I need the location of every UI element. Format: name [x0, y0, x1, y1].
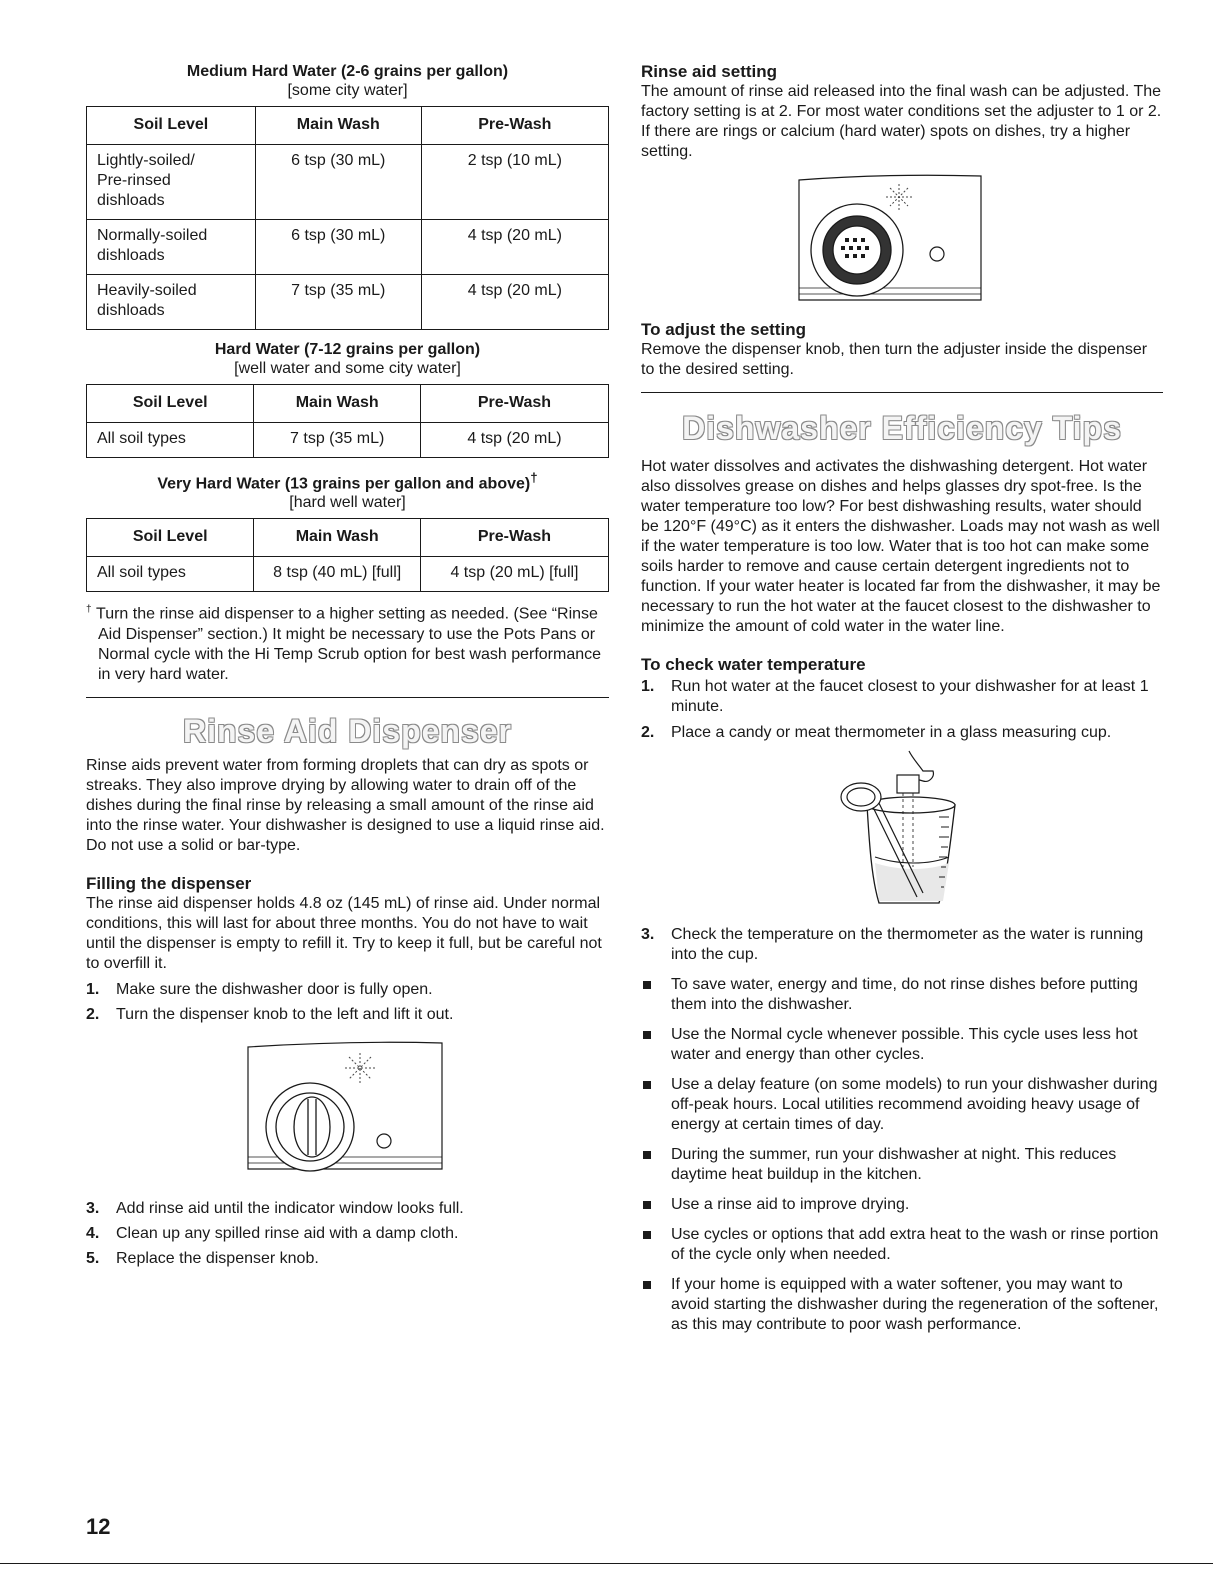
- table-header-row: [87, 107, 609, 145]
- cell-main-wash: 7 tsp (35 mL): [254, 423, 421, 458]
- bullet-square-icon: [643, 1231, 651, 1239]
- step-text: Make sure the dishwasher door is fully open.: [116, 980, 433, 998]
- footnote: [86, 600, 609, 684]
- step-text: Turn the dispenser knob to the left and lift it out.: [116, 1005, 454, 1023]
- table-subtitle: [some city water]: [287, 82, 408, 99]
- cell-pre-wash: 4 tsp (20 mL): [421, 275, 608, 330]
- bullet-square-icon: [643, 1281, 651, 1289]
- filling-steps: [86, 980, 609, 1025]
- section-divider: [86, 697, 609, 698]
- cell-main-wash: 6 tsp (30 mL): [255, 145, 421, 220]
- refill-steps: [86, 1199, 609, 1269]
- dispenser-knob-illustration: [230, 1039, 460, 1179]
- step-number: 3.: [86, 1199, 100, 1217]
- step-number: 1.: [86, 980, 100, 998]
- check-temp-heading: To check water temperature: [641, 655, 866, 674]
- list-item: [641, 723, 1163, 743]
- adjust-heading: To adjust the setting: [641, 320, 806, 339]
- bullet-square-icon: [643, 1201, 651, 1209]
- table-subtitle: [hard well water]: [289, 494, 406, 512]
- table-subtitle: [well water and some city water]: [234, 360, 461, 377]
- footnote-mark: †: [86, 604, 92, 616]
- list-item: [641, 925, 1163, 965]
- step-number: 5.: [86, 1249, 100, 1267]
- header-pre-wash: Pre-Wash: [420, 519, 608, 557]
- tip-text: If your home is equipped with a water softener, you may want to avoid starting the dishwasher during the regeneration of the softener, as this may contribute to poor wash performance.: [671, 1276, 1159, 1333]
- header-main-wash: Main Wash: [254, 385, 421, 423]
- filling-text: The rinse aid dispenser holds 4.8 oz (145 mL) of rinse aid. Under normal conditions, this will last for about three months. You do not have to wait until the dispenser is empty to refill it. Try to keep it full, but be careful not to overfill it.: [86, 894, 602, 972]
- list-item: [641, 1075, 1163, 1135]
- header-soil-level: Soil Level: [87, 519, 254, 557]
- table-title: Hard Water (7-12 grains per gallon): [214, 341, 481, 358]
- bottom-rule: [0, 1563, 1213, 1564]
- cell-pre-wash: 4 tsp (20 mL): [420, 423, 608, 458]
- step-text: Check the temperature on the thermometer as the water is running into the cup.: [671, 926, 1144, 963]
- right-column: [641, 62, 1163, 1335]
- list-item: [641, 1145, 1163, 1185]
- measuring-cup-thermometer-illustration: [839, 747, 979, 913]
- header-main-wash: Main Wash: [255, 107, 421, 145]
- table-medium-hard-water: [86, 106, 609, 330]
- tip-text: Use a delay feature (on some models) to run your dishwasher during off-peak hours. Local utilities recommend avoiding heavy usage of energy at certain times of day.: [671, 1076, 1158, 1133]
- cell-soil-level: Heavily-soiled dishloads: [87, 275, 256, 330]
- dagger-mark: †: [530, 470, 538, 485]
- table-row: [87, 220, 609, 275]
- list-item: [641, 1025, 1163, 1065]
- step-text: Add rinse aid until the indicator window looks full.: [116, 1199, 464, 1217]
- table-header-row: [87, 385, 609, 423]
- check-temp-steps: [641, 677, 1163, 743]
- table-hard-title: [86, 340, 609, 378]
- page-number: 12: [86, 1514, 111, 1539]
- header-pre-wash: Pre-Wash: [420, 385, 608, 423]
- dispenser-adjuster-illustration: [781, 170, 1001, 306]
- step-text: Replace the dispenser knob.: [116, 1249, 319, 1267]
- cell-pre-wash: 4 tsp (20 mL): [421, 220, 608, 275]
- step-text: Place a candy or meat thermometer in a glass measuring cup.: [671, 724, 1112, 741]
- efficiency-tips-list: [641, 975, 1163, 1335]
- cell-soil-level: All soil types: [87, 423, 254, 458]
- step-text: Run hot water at the faucet closest to your dishwasher for at least 1 minute.: [671, 678, 1149, 715]
- list-item: [86, 1224, 609, 1244]
- cell-soil-level: Normally-soiled dishloads: [87, 220, 256, 275]
- table-row: [87, 145, 609, 220]
- bullet-square-icon: [643, 1031, 651, 1039]
- tip-text: Use cycles or options that add extra heat to the wash or rinse portion of the cycle only when needed.: [671, 1226, 1159, 1263]
- left-column: [86, 62, 609, 1269]
- step-number: 4.: [86, 1224, 100, 1242]
- table-title: Very Hard Water (13 grains per gallon and above): [157, 475, 531, 493]
- cell-main-wash: 8 tsp (40 mL) [full]: [254, 557, 421, 592]
- table-title: Medium Hard Water (2-6 grains per gallon): [186, 63, 509, 80]
- table-very-hard-title: [86, 468, 609, 512]
- list-item: [86, 1249, 609, 1269]
- rinse-setting-text: The amount of rinse aid released into the final wash can be adjusted. The factory setting is at 2. For most water conditions set the adjuster to 1 or 2. If there are rings or calcium (hard water) spots on dishes, try a higher setting.: [641, 83, 1162, 160]
- table-very-hard-water: [86, 518, 609, 592]
- cell-pre-wash: 2 tsp (10 mL): [421, 145, 608, 220]
- cell-pre-wash: 4 tsp (20 mL) [full]: [420, 557, 608, 592]
- list-item: [641, 975, 1163, 1015]
- tip-text: During the summer, run your dishwasher at night. This reduces daytime heat buildup in the kitchen.: [671, 1146, 1117, 1183]
- table-row: [87, 557, 609, 592]
- step-number: 2.: [641, 724, 655, 741]
- efficiency-section-title: Dishwasher Efficiency Tips: [682, 410, 1122, 446]
- header-soil-level: Soil Level: [87, 107, 256, 145]
- step-number: 3.: [641, 926, 655, 943]
- cell-main-wash: 7 tsp (35 mL): [255, 275, 421, 330]
- cell-soil-level: All soil types: [87, 557, 254, 592]
- table-hard-water: [86, 384, 609, 458]
- header-soil-level: Soil Level: [87, 385, 254, 423]
- cell-main-wash: 6 tsp (30 mL): [255, 220, 421, 275]
- filling-heading: Filling the dispenser: [86, 873, 252, 893]
- list-item: [641, 1225, 1163, 1265]
- tip-text: Use a rinse aid to improve drying.: [671, 1196, 910, 1213]
- header-pre-wash: Pre-Wash: [421, 107, 608, 145]
- list-item: [86, 980, 609, 1000]
- tip-text: Use the Normal cycle whenever possible. This cycle uses less hot water and energy than other cycles.: [671, 1026, 1138, 1063]
- check-temp-steps-continued: [641, 925, 1163, 965]
- bullet-square-icon: [643, 1081, 651, 1089]
- rinse-setting-heading: Rinse aid setting: [641, 62, 778, 81]
- rinse-aid-intro: Rinse aids prevent water from forming droplets that can dry as spots or streaks. They also improve drying by allowing water to drain off of the dishes during the final rinse by releasing a small amount of the rinse aid into the rinse water. Your dishwasher is designed to use a liquid rinse aid. Do not use a solid or bar-type.: [86, 756, 605, 854]
- footnote-text: Turn the rinse aid dispenser to a higher setting as needed. (See “Rinse Aid Dispenser” section.) It might be necessary to use the Pots Pans or Normal cycle with the Hi Temp Scrub option for best wash performance in very hard water.: [96, 605, 602, 683]
- list-item: [86, 1005, 609, 1025]
- section-divider: [641, 392, 1163, 393]
- list-item: [641, 1195, 1163, 1215]
- tip-text: To save water, energy and time, do not rinse dishes before putting them into the dishwasher.: [671, 976, 1138, 1013]
- step-number: 1.: [641, 678, 655, 695]
- rinse-aid-section-title: Rinse Aid Dispenser: [182, 712, 512, 749]
- table-medium-hard-title: [86, 62, 609, 100]
- step-number: 2.: [86, 1005, 100, 1023]
- adjust-text: Remove the dispenser knob, then turn the adjuster inside the dispenser to the desired setting.: [641, 341, 1148, 378]
- header-main-wash: Main Wash: [254, 519, 421, 557]
- list-item: [641, 677, 1163, 717]
- table-header-row: [87, 519, 609, 557]
- table-row: [87, 275, 609, 330]
- step-text: Clean up any spilled rinse aid with a damp cloth.: [116, 1224, 459, 1242]
- table-row: [87, 423, 609, 458]
- efficiency-intro: Hot water dissolves and activates the dishwashing detergent. Hot water also dissolves grease on dishes and helps glasses dry spot-free. Is the water temperature too low? For best dishwashing results, water should be 120°F (49°C) as it enters the dishwasher. Loads may not wash as well if the water temperature is too low. Water that is too hot can make some soils harder to remove and cause certain detergent ingredients not to function. If your water heater is located far from the dishwasher, it may be necessary to run the hot water at the faucet closest to the dishwasher to minimize the amount of cold water in the water line.: [641, 458, 1161, 635]
- bullet-square-icon: [643, 1151, 651, 1159]
- list-item: [86, 1199, 609, 1219]
- list-item: [641, 1275, 1163, 1335]
- bullet-square-icon: [643, 981, 651, 989]
- cell-soil-level: Lightly-soiled/ Pre-rinsed dishloads: [87, 145, 256, 220]
